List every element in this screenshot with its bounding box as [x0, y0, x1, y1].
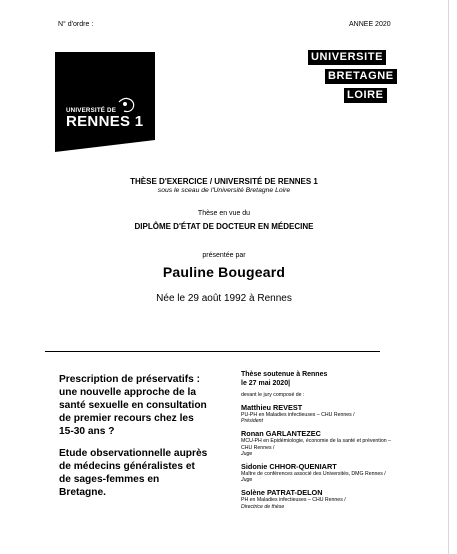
- jury-member-name: Sidonie CHHOR-QUENIART: [241, 462, 337, 472]
- jury-member: [241, 403, 401, 424]
- ubl-logo-line1: UNIVERSITE: [308, 50, 386, 65]
- jury-member-desc: Maître de conférences associé des Universités, DMG Rennes /: [241, 471, 386, 478]
- birth-info: Née le 29 août 1992 à Rennes: [156, 293, 292, 304]
- ubl-logo-line2: BRETAGNE: [325, 69, 397, 84]
- jury-intro: devant le jury composé de :: [241, 392, 305, 398]
- jury-member-name: Ronan GARLANTEZEC: [241, 429, 321, 439]
- separator-line: [45, 351, 380, 352]
- diploma-heading: DIPLÔME D'ÉTAT DE DOCTEUR EN MÉDECINE: [134, 222, 314, 231]
- ubl-logo-line3: LOIRE: [344, 88, 387, 103]
- defense-info: [241, 370, 401, 510]
- jury-member: [241, 429, 401, 457]
- jury-member-desc: MCU-PH en Epidémiologie, économie de la santé et prévention – CHU Rennes /: [241, 438, 391, 451]
- jury-member-role: Président: [241, 418, 263, 425]
- rennes-logo-line2: RENNES 1: [66, 113, 144, 130]
- jury-member-desc: PU-PH en Maladies infectieuses – CHU Rennes /: [241, 412, 355, 418]
- jury-member-role: Juge: [241, 450, 253, 457]
- universite-rennes-logo: [55, 52, 155, 152]
- en-vue-label: Thèse en vue du: [197, 210, 251, 217]
- order-number-label: N° d'ordre :: [58, 21, 94, 28]
- jury-member: [241, 488, 401, 509]
- author-name: Pauline Bougeard: [162, 264, 286, 280]
- jury-member-role: Juge: [241, 477, 253, 484]
- jury-member-name: Solène PATRAT-DELON: [241, 488, 323, 498]
- jury-member-desc: PH en Maladies infectieuses – CHU Rennes /: [241, 497, 346, 504]
- rennes-logo-line1: UNIVERSITÉ DE: [66, 107, 117, 114]
- thesis-subject: [59, 373, 209, 499]
- defense-date: le 27 mai 2020|: [241, 380, 291, 387]
- year-label: ANNEE 2020: [349, 21, 391, 28]
- jury-member-name: Matthieu REVEST: [241, 403, 303, 412]
- defense-place: Thèse soutenue à Rennes: [241, 371, 328, 378]
- presented-by-label: présentée par: [202, 252, 246, 259]
- jury-member-role: Directrice de thèse: [241, 503, 285, 510]
- subject-subtitle: Etude observationnelle auprès de médecins généralistes et de sages-femmes en Bretagne.: [59, 448, 208, 498]
- jury-member: [241, 462, 401, 483]
- sceau-subtitle: sous le sceau de l'Université Bretagne Loire: [157, 187, 291, 194]
- thesis-type-heading: THÈSE D'EXERCICE / UNIVERSITÉ DE RENNES 1: [130, 177, 318, 186]
- subject-title: Prescription de préservatifs : une nouvelle approche de la santé sexuelle en consultation de premier recours chez les 15-30 ans ?: [59, 374, 207, 437]
